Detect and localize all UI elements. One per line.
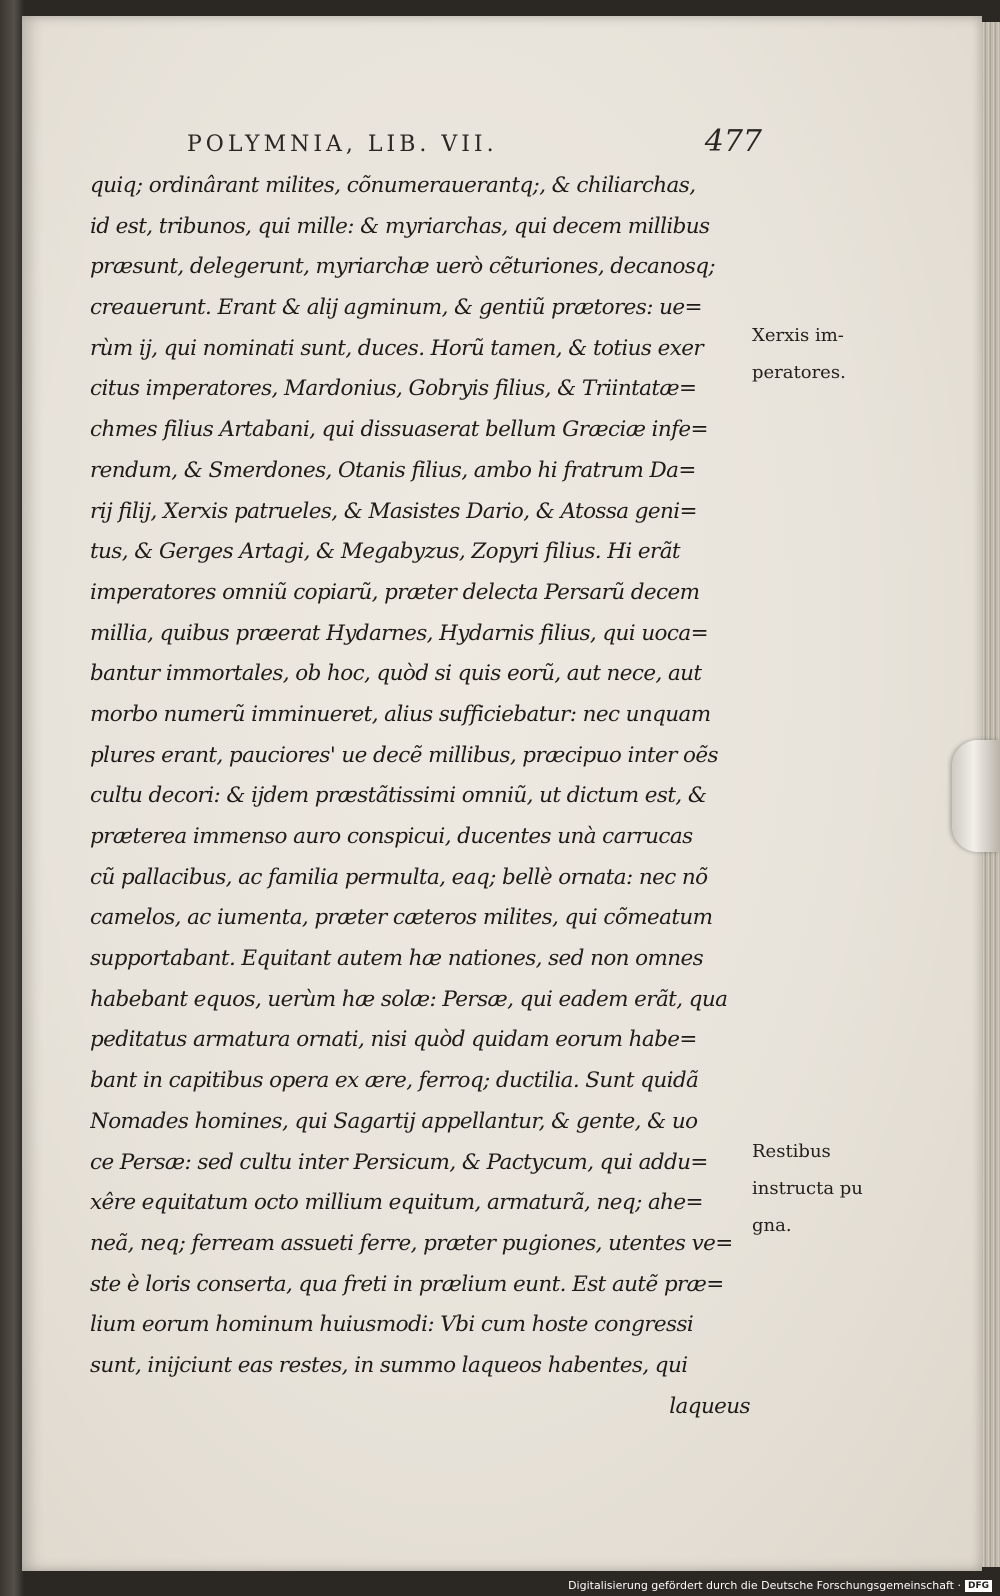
margin-note-xerxis-imperatores <box>752 317 892 391</box>
text-line: peditatus armatura ornati, nisi quòd quidam eorum habe= <box>90 1027 697 1053</box>
margin-note-line: peratores. <box>752 362 846 383</box>
text-line: cũ pallacibus, ac familia permulta, eaq; bellè ornata: nec nõ <box>90 864 708 890</box>
dfg-logo-icon: DFG <box>965 1580 992 1592</box>
text-line: millia, quibus præerat Hydarnes, Hydarnis filius, qui uoca= <box>90 620 708 646</box>
text-line: rendum, & Smerdones, Otanis filius, ambo hi fratrum Da= <box>90 457 696 483</box>
text-line: plures erant, pauciores' ue decẽ millibus, præcipuo inter oẽs <box>90 742 718 768</box>
text-line: bantur immortales, ob hoc, quòd si quis eorũ, aut nece, aut <box>90 661 702 687</box>
digitization-credit <box>568 1579 992 1592</box>
text-line: ce Persæ: sed cultu inter Persicum, & Pactycum, qui addu= <box>90 1149 708 1175</box>
text-line: supportabant. Equitant autem hæ nationes, sed non omnes <box>90 946 704 972</box>
credit-text: Digitalisierung gefördert durch die Deutsche Forschungsgemeinschaft · <box>568 1579 961 1592</box>
text-line: creauerunt. Erant & alij agminum, & gentiũ prætores: ue= <box>90 295 702 321</box>
text-line: citus imperatores, Mardonius, Gobryis filius, & Triintatæ= <box>90 376 697 402</box>
text-line: sunt, inijciunt eas restes, in summo laqueos habentes, qui <box>90 1352 688 1378</box>
page-clip <box>952 740 1000 852</box>
text-line: Nomades homines, qui Sagartij appellantur, & gente, & uo <box>90 1108 698 1134</box>
text-line: cultu decori: & ijdem præstãtissimi omniũ, ut dictum est, & <box>90 783 707 809</box>
text-line: chmes filius Artabani, qui dissuaserat bellum Græciæ infe= <box>90 417 708 443</box>
text-line: præterea immenso auro conspicui, ducentes unà carrucas <box>90 824 693 849</box>
text-line: camelos, ac iumenta, præter cæteros milites, qui cõmeatum <box>90 905 713 931</box>
text-line: lium eorum hominum huiusmodi: Vbi cum hoste congressi <box>90 1312 694 1338</box>
text-line: id est, tribunos, qui mille: & myriarchas, qui decem millibus <box>90 213 710 239</box>
text-line: habebant equos, uerùm hæ solæ: Persæ, qui eadem erãt, qua <box>90 986 728 1012</box>
running-title: POLYMNIA, LIB. VII. <box>187 132 498 157</box>
text-line: rij filij, Xerxis patrueles, & Masistes Dario, & Atossa geni= <box>90 498 697 524</box>
text-line: rùm ij, qui nominati sunt, duces. Horũ tamen, & totius exer <box>90 335 704 361</box>
text-line: præsunt, delegerunt, myriarchæ uerò cẽturiones, decanosq; <box>90 254 716 280</box>
book-page <box>22 16 982 1571</box>
margin-note-line: Xerxis im- <box>752 325 844 346</box>
margin-note-line: instructa pu <box>752 1178 863 1199</box>
text-line: xêre equitatum octo millium equitum, armaturã, neq; ahe= <box>90 1190 703 1216</box>
catchword: laqueus <box>669 1393 750 1419</box>
margin-note-line: Restibus <box>752 1141 831 1162</box>
margin-note-line: gna. <box>752 1215 792 1236</box>
body-text <box>90 166 750 1427</box>
text-line: bant in capitibus opera ex ære, ferroq; ductilia. Sunt quidã <box>90 1068 699 1094</box>
text-line: imperatores omniũ copiarũ, præter delecta Persarũ decem <box>90 579 700 605</box>
margin-note-restibus-pugna <box>752 1133 892 1244</box>
running-head <box>187 124 762 168</box>
page-number: 477 <box>704 124 762 159</box>
text-line: tus, & Gerges Artagi, & Megabyzus, Zopyri filius. Hi erãt <box>90 539 680 565</box>
text-line: morbo numerũ imminueret, alius sufficiebatur: nec unquam <box>90 701 711 727</box>
text-line: quiq; ordinârant milites, cõnumerauerantq;, & chiliarchas, <box>90 173 696 198</box>
text-line: ste è loris conserta, qua freti in prælium eunt. Est autẽ præ= <box>90 1271 724 1297</box>
text-line: neã, neq; ferream assueti ferre, præter pugiones, utentes ve= <box>90 1230 733 1256</box>
